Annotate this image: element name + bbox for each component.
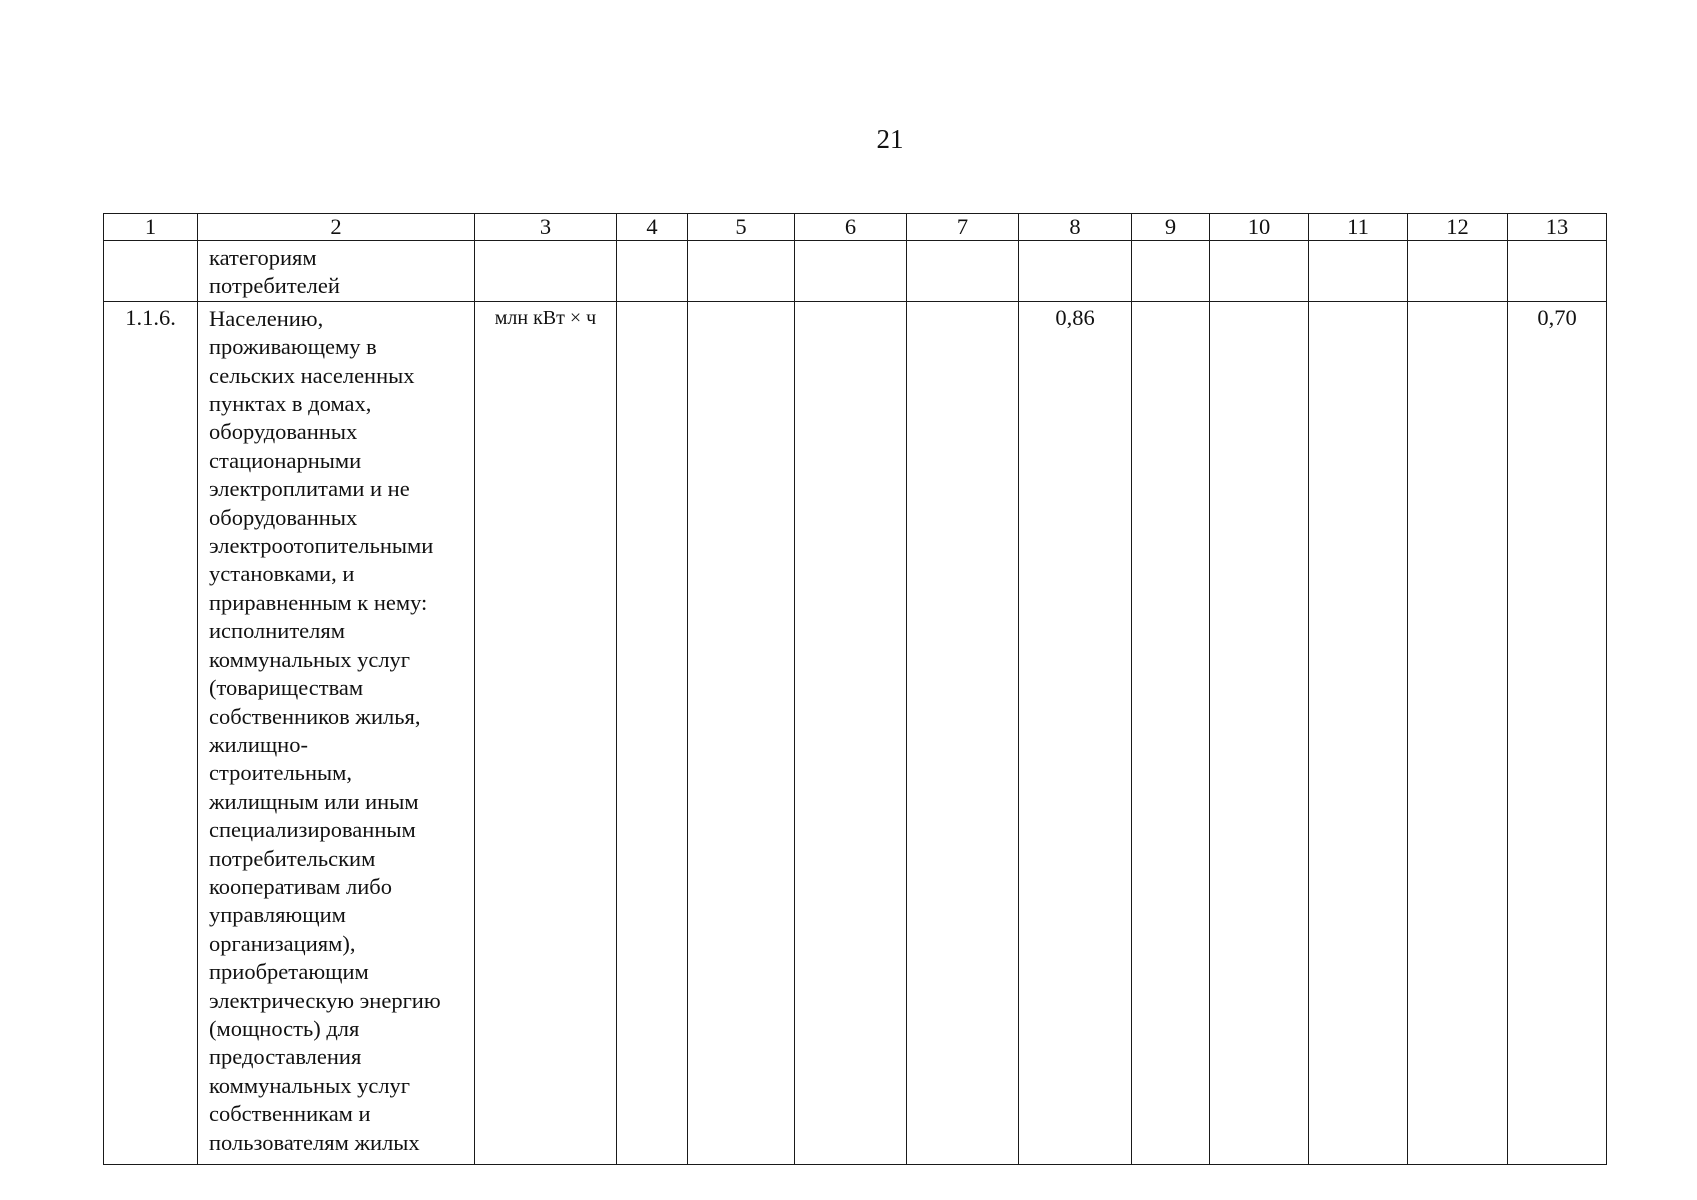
table-cell bbox=[475, 241, 617, 302]
column-number-cell: 5 bbox=[688, 214, 795, 241]
table-cell bbox=[688, 301, 795, 1164]
row-number: 1.1.6. bbox=[125, 304, 176, 330]
table-cell bbox=[617, 241, 688, 302]
table-cell bbox=[1019, 241, 1132, 302]
unit-of-measure: млн кВт × ч bbox=[494, 306, 597, 329]
column-number-cell: 12 bbox=[1408, 214, 1508, 241]
table-row bbox=[104, 301, 1607, 1164]
table-cell bbox=[1309, 241, 1408, 302]
column-number-cell: 1 bbox=[104, 214, 198, 241]
column-number-cell: 6 bbox=[795, 214, 907, 241]
table-cell bbox=[1408, 301, 1508, 1164]
table-cell bbox=[1132, 301, 1210, 1164]
column-number-cell: 13 bbox=[1508, 214, 1607, 241]
table-cell bbox=[1019, 301, 1132, 1164]
column-number-cell: 3 bbox=[475, 214, 617, 241]
table-header-row bbox=[104, 214, 1607, 241]
table-cell bbox=[1408, 241, 1508, 302]
table-row bbox=[104, 241, 1607, 302]
table-cell bbox=[1132, 241, 1210, 302]
table-cell bbox=[104, 301, 198, 1164]
data-table bbox=[103, 213, 1607, 1165]
table-cell bbox=[617, 301, 688, 1164]
table-cell bbox=[1210, 241, 1309, 302]
column-number-cell: 10 bbox=[1210, 214, 1309, 241]
column-number-cell: 11 bbox=[1309, 214, 1408, 241]
table-cell bbox=[907, 241, 1019, 302]
table-cell bbox=[688, 241, 795, 302]
value-col-8: 0,86 bbox=[1055, 304, 1095, 330]
column-number-cell: 4 bbox=[617, 214, 688, 241]
table-cell bbox=[1508, 241, 1607, 302]
column-number-cell: 8 bbox=[1019, 214, 1132, 241]
table-cell bbox=[198, 241, 475, 302]
table-cell bbox=[1210, 301, 1309, 1164]
table-cell bbox=[198, 301, 475, 1164]
column-number-cell: 2 bbox=[198, 214, 475, 241]
page-number: 21 bbox=[876, 124, 904, 154]
row-description: Населению, проживающему в сельских населенных пунктах в домах, оборудованных стационарными электроплитами и не оборудованных электроотопительными установками, и приравненным к нему: исполнителям коммунальных услуг (товариществам собственников жилья, жилищно- строительным, жилищным или иным специализированным потребительским кооперативам либо управляющим организациям), приобретающим электрическую энергию (мощность) для предоставления коммунальных услуг собственникам и пользователям жилых bbox=[209, 305, 441, 1155]
table-cell bbox=[1508, 301, 1607, 1164]
table-cell bbox=[795, 241, 907, 302]
table-cell bbox=[475, 301, 617, 1164]
value-col-13: 0,70 bbox=[1537, 304, 1577, 330]
table-cell bbox=[907, 301, 1019, 1164]
table-cell bbox=[795, 301, 907, 1164]
row-description: категориям потребителей bbox=[209, 245, 340, 299]
column-number-cell: 7 bbox=[907, 214, 1019, 241]
table-cell bbox=[104, 241, 198, 302]
table-cell bbox=[1309, 301, 1408, 1164]
column-number-cell: 9 bbox=[1132, 214, 1210, 241]
